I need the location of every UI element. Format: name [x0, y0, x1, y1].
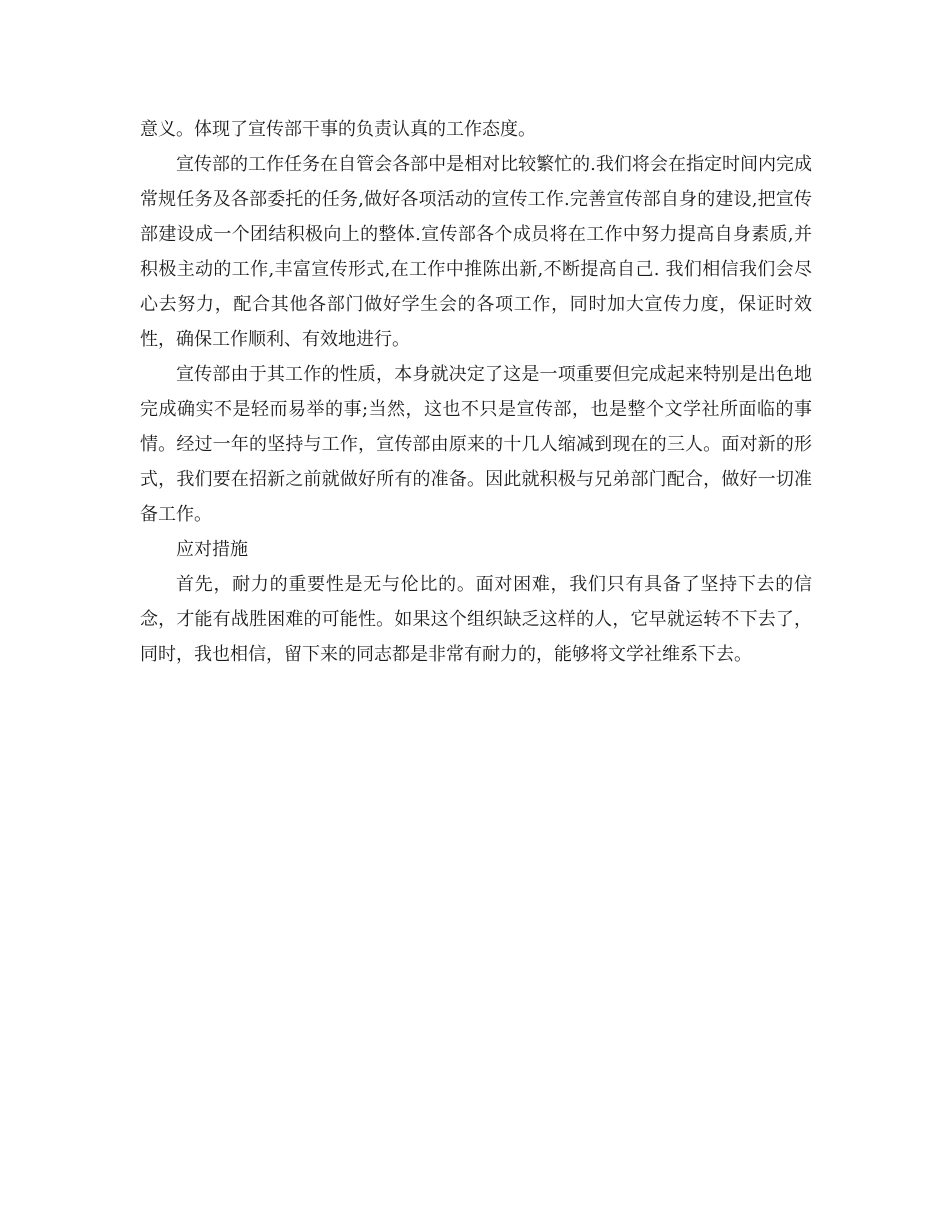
paragraph-publicity-tasks: 宣传部的工作任务在自管会各部中是相对比较繁忙的.我们将会在指定时间内完成常规任务及各部委托的任务,做好各项活动的宣传工作.完善宣传部自身的建设,把宣传部建设成一个团结积极向上的整体.宣传部各个成员将在工作中努力提高自身素质,并积极主动的工作,丰富宣传形式,在工作中推陈出新,不断提高自己. 我们相信我们会尽心去努力，配合其他各部门做好学生会的各项工作，同时加大宣传力度，保证时效性，确保工作顺利、有效地进行。	[140, 154, 812, 350]
paragraph-publicity-nature: 宣传部由于其工作的性质，本身就决定了这是一项重要但完成起来特别是出色地完成确实不是轻而易举的事;当然，这也不只是宣传部，也是整个文学社所面临的事情。经过一年的坚持与工作，宣传部由原来的十几人缩减到现在的三人。面对新的形式，我们要在招新之前就做好所有的准备。因此就积极与兄弟部门配合，做好一切准备工作。	[140, 364, 812, 525]
paragraph-continued: 意义。体现了宣传部干事的负责认真的工作态度。	[140, 119, 536, 140]
paragraph-endurance: 首先，耐力的重要性是无与伦比的。面对困难，我们只有具备了坚持下去的信念，才能有战胜困难的可能性。如果这个组织缺乏这样的人，它早就运转不下去了，同时，我也相信，留下来的同志都是非常有耐力的，能够将文学社维系下去。	[140, 574, 812, 665]
section-heading-measures: 应对措施	[176, 539, 248, 560]
document-body	[140, 112, 812, 672]
